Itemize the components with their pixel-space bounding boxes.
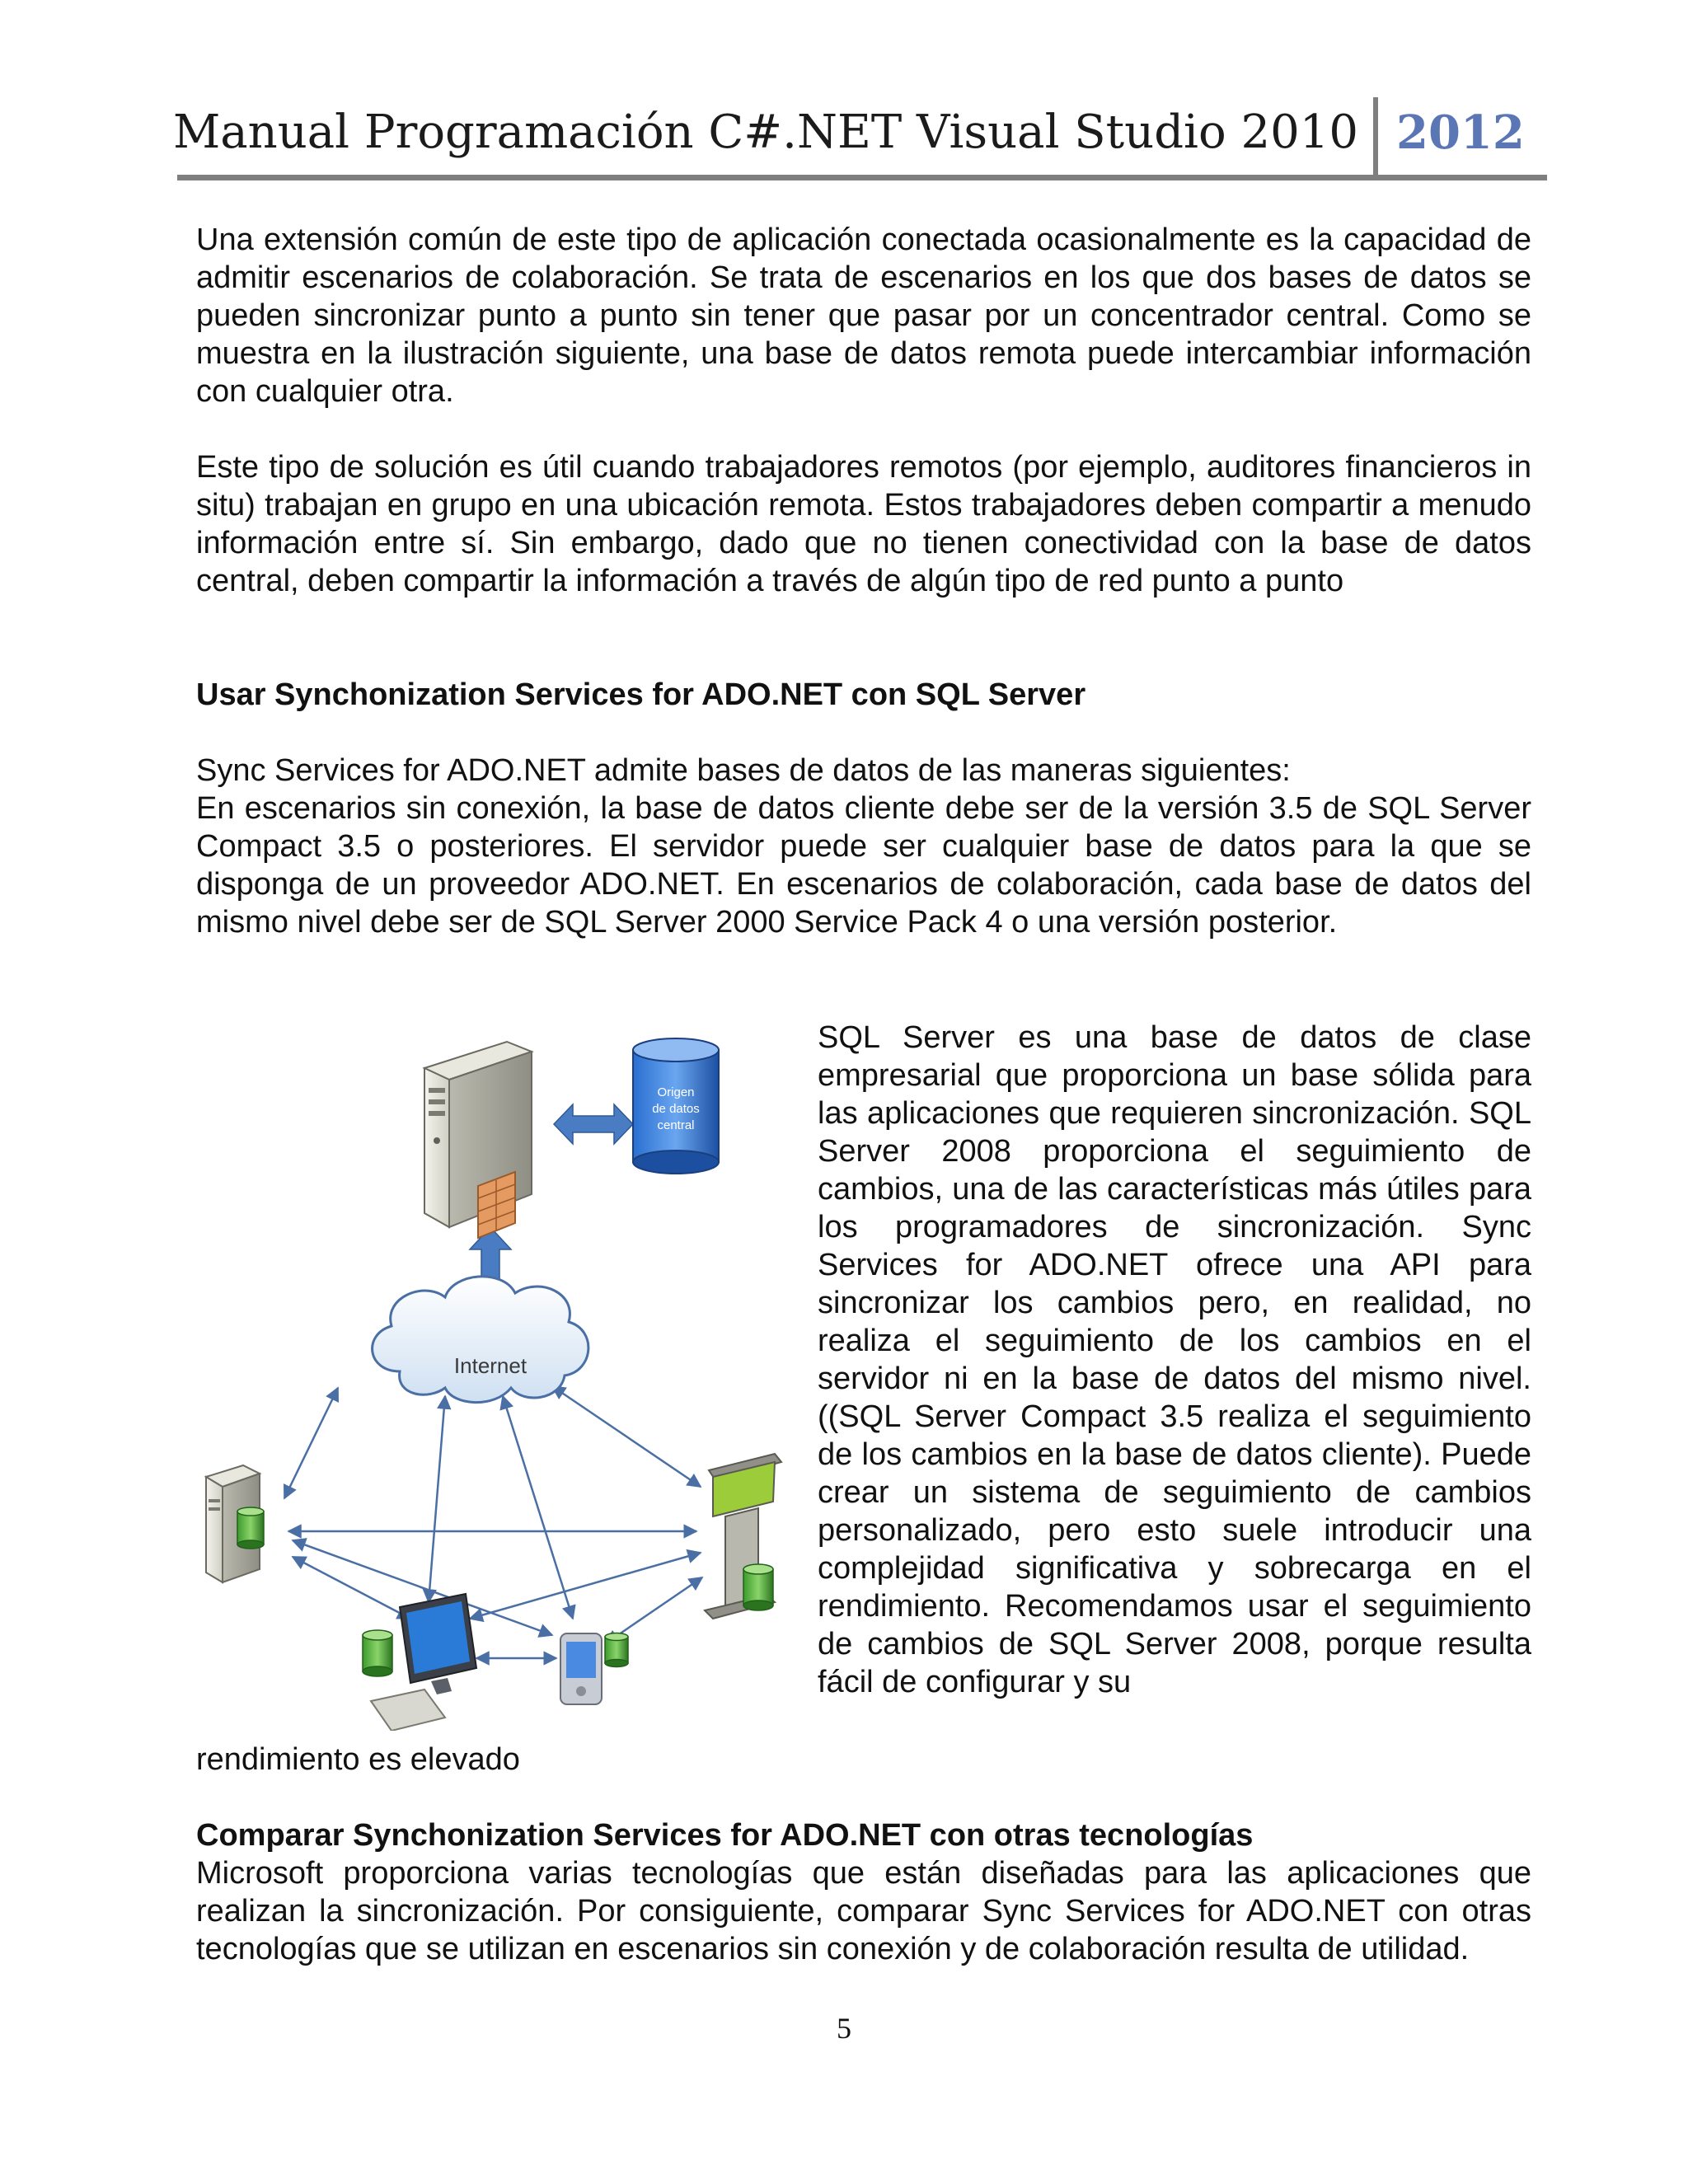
network-diagram: [198, 1025, 791, 1731]
link-kiosk-desktop: [470, 1553, 701, 1619]
central-server-icon: [424, 1042, 532, 1238]
pda-icon: [560, 1633, 628, 1705]
left-server-db-icon: [237, 1507, 264, 1549]
paragraph-sql-server-tail: rendimiento es elevado: [196, 1742, 520, 1777]
left-server-icon: [206, 1465, 264, 1582]
paragraph-sync-services-requirements: En escenarios sin conexión, la base de datos cliente debe ser de la versión 3.5 de SQL Server Compact 3.5 o posteriores. El servidor puede ser cualquier base de datos para la que se disponga de un proveedor ADO.NET. En escenarios de colaboración, cada base de datos del mismo nivel debe ser de SQL Server 2000 Service Pack 4 o una versión posterior.: [196, 791, 1531, 940]
cloud-label: Internet: [453, 1353, 528, 1378]
header-title: Manual Programación C#.NET Visual Studio 2010: [172, 105, 1358, 159]
header-year: 2012: [1396, 105, 1525, 160]
link-cloud-pda: [503, 1396, 573, 1619]
db-label-line2: de datos: [652, 1102, 700, 1116]
link-cloud-kiosk: [552, 1386, 701, 1487]
page-number: 5: [837, 2012, 851, 2045]
paragraph-remote-workers: Este tipo de solución es útil cuando trabajadores remotos (por ejemplo, auditores financieros in situ) trabajan en grupo en una ubicación remota. Estos trabajadores deben compartir a menudo información entre sí. Sin embargo, dado que no tienen conectividad con la base de datos central, deben compartir la información a través de algún tipo de red punto a punto: [196, 450, 1531, 598]
section-heading-sql-server: Usar Synchonization Services for ADO.NET con SQL Server: [196, 677, 1086, 712]
paragraph-compare-technologies: Microsoft proporciona varias tecnologías que están diseñadas para las aplicaciones que realizan la sincronización. Por consiguiente, comparar Sync Services for ADO.NET con otras tecnologías que se utilizan en escenarios sin conexión y de colaboración resulta de utilidad.: [196, 1856, 1531, 1966]
kiosk-icon: [705, 1454, 781, 1619]
header-rule: [177, 175, 1547, 180]
connection-lines: [284, 1386, 702, 1658]
db-label-line1: Origen: [657, 1085, 695, 1099]
server-db-arrow: [554, 1104, 633, 1144]
header-divider: [1373, 97, 1378, 176]
paragraph-sql-server-description: SQL Server es una base de datos de clase empresarial que proporciona un base sólida para las aplicaciones que requieren sincronización. SQL Server 2008 proporciona el seguimiento de cambios, una de las características más útiles para los programadores de sincronización. Sync Services for ADO.NET ofrece una API para sincronizar los cambios pero, en realidad, no realiza el seguimiento de los cambios en el servidor ni en la base de datos del mismo nivel. ((SQL Server Compact 3.5 realiza el seguimiento de los cambios en la base de datos cliente). Puede crear un sistema de seguimiento de cambios personalizado, pero esto suele introducir una complejidad significativa y sobrecarga en el rendimiento. Recomendamos usar el seguimiento de cambios de SQL Server 2008, porque resulta fácil de configurar y su: [818, 1020, 1531, 1699]
section-heading-compare: Comparar Synchonization Services for ADO.NET con otras tecnologías: [196, 1818, 1254, 1853]
internet-cloud-icon: [373, 1277, 588, 1403]
link-left-server-desktop: [293, 1557, 410, 1619]
desktop-computer-icon: [363, 1594, 476, 1731]
central-database-icon: [633, 1038, 719, 1174]
paragraph-collaboration-intro: Una extensión común de este tipo de aplicación conectada ocasionalmente es la capacidad de admitir escenarios de colaboración. Se trata de escenarios en los que dos bases de datos se pueden sincronizar punto a punto sin tener que pasar por un concentrador central. Como se muestra en la ilustración siguiente, una base de datos remota puede intercambiar información con cualquier otra.: [196, 223, 1531, 409]
db-label-line3: central: [657, 1118, 695, 1132]
paragraph-sync-services-intro: Sync Services for ADO.NET admite bases de datos de las maneras siguientes:: [196, 753, 1291, 788]
link-cloud-desktop: [429, 1396, 445, 1602]
pda-db-icon: [605, 1633, 628, 1667]
kiosk-db-icon: [743, 1564, 773, 1610]
desktop-db-icon: [363, 1630, 392, 1676]
link-cloud-left-server: [284, 1388, 338, 1498]
